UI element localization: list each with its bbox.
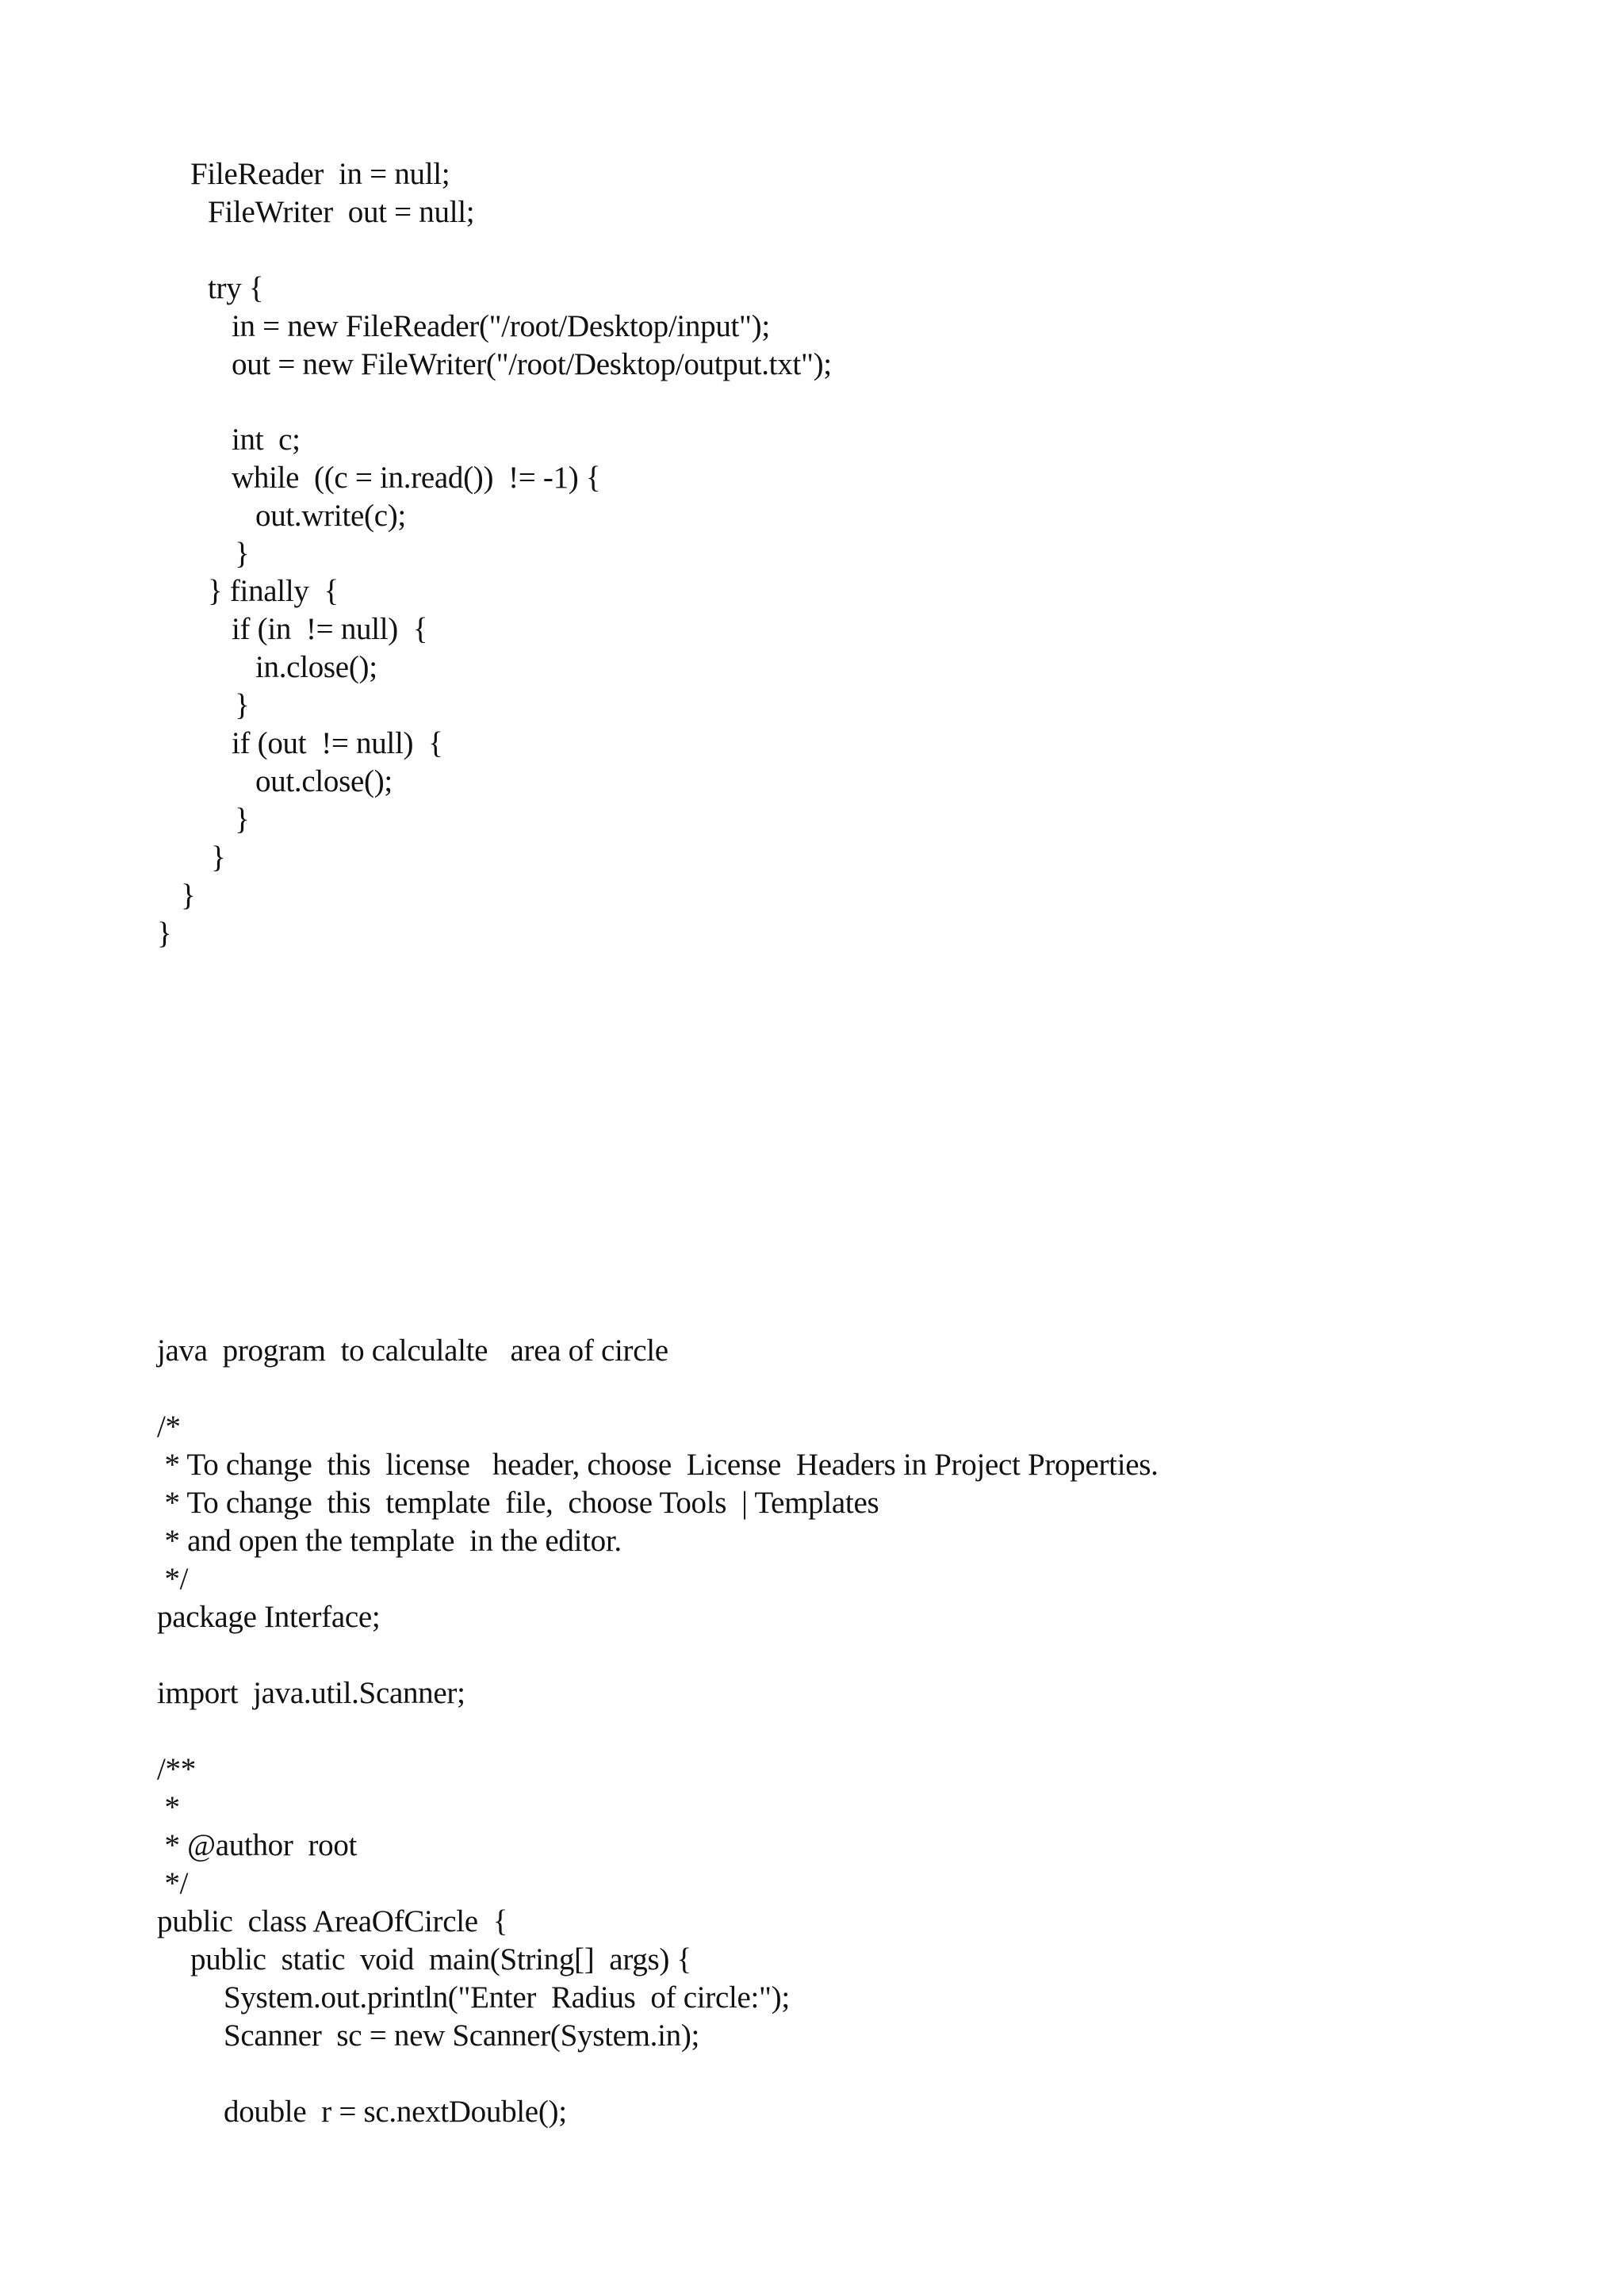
code-line: package Interface;: [157, 1600, 381, 1634]
code-line: if (in != null) {: [232, 612, 428, 646]
code-line: } finally {: [208, 574, 339, 608]
code-line: out = new FileWriter("/root/Desktop/output.txt");: [232, 347, 832, 381]
code-line: FileWriter out = null;: [208, 195, 475, 229]
code-line: }: [235, 688, 250, 722]
code-line: * @author root: [157, 1828, 358, 1862]
code-line: /**: [157, 1752, 196, 1786]
code-line: public class AreaOfCircle {: [157, 1904, 508, 1938]
code-line: in = new FileReader("/root/Desktop/input");: [232, 309, 770, 343]
code-line: while ((c = in.read()) != -1) {: [232, 461, 601, 495]
code-line: out.close();: [255, 764, 393, 798]
code-line: in.close();: [255, 650, 377, 684]
code-line: }: [181, 878, 196, 913]
section-title: java program to calculalte area of circle: [157, 1334, 668, 1368]
code-line: *: [157, 1790, 180, 1824]
code-line: */: [157, 1866, 189, 1900]
code-line: /*: [157, 1410, 181, 1444]
code-line: try {: [208, 271, 264, 305]
code-line: }: [211, 840, 226, 874]
code-line: */: [157, 1562, 189, 1596]
code-line: public static void main(String[] args) {: [190, 1942, 691, 1976]
code-line: * To change this template file, choose Tools | Templates: [157, 1486, 879, 1520]
code-line: import java.util.Scanner;: [157, 1676, 465, 1710]
code-line: }: [235, 537, 250, 571]
code-line: Scanner sc = new Scanner(System.in);: [224, 2019, 700, 2053]
code-line: * To change this license header, choose License Headers in Project Properties.: [157, 1448, 1159, 1482]
code-line: }: [235, 802, 250, 836]
code-line: * and open the template in the editor.: [157, 1524, 622, 1558]
code-line: FileReader in = null;: [190, 157, 450, 191]
code-line: if (out != null) {: [232, 726, 443, 760]
code-line: int c;: [232, 423, 301, 457]
code-line: }: [157, 916, 172, 951]
code-line: System.out.println("Enter Radius of circle:");: [224, 1980, 790, 2015]
code-line: out.write(c);: [255, 499, 406, 533]
code-line: double r = sc.nextDouble();: [224, 2095, 567, 2129]
